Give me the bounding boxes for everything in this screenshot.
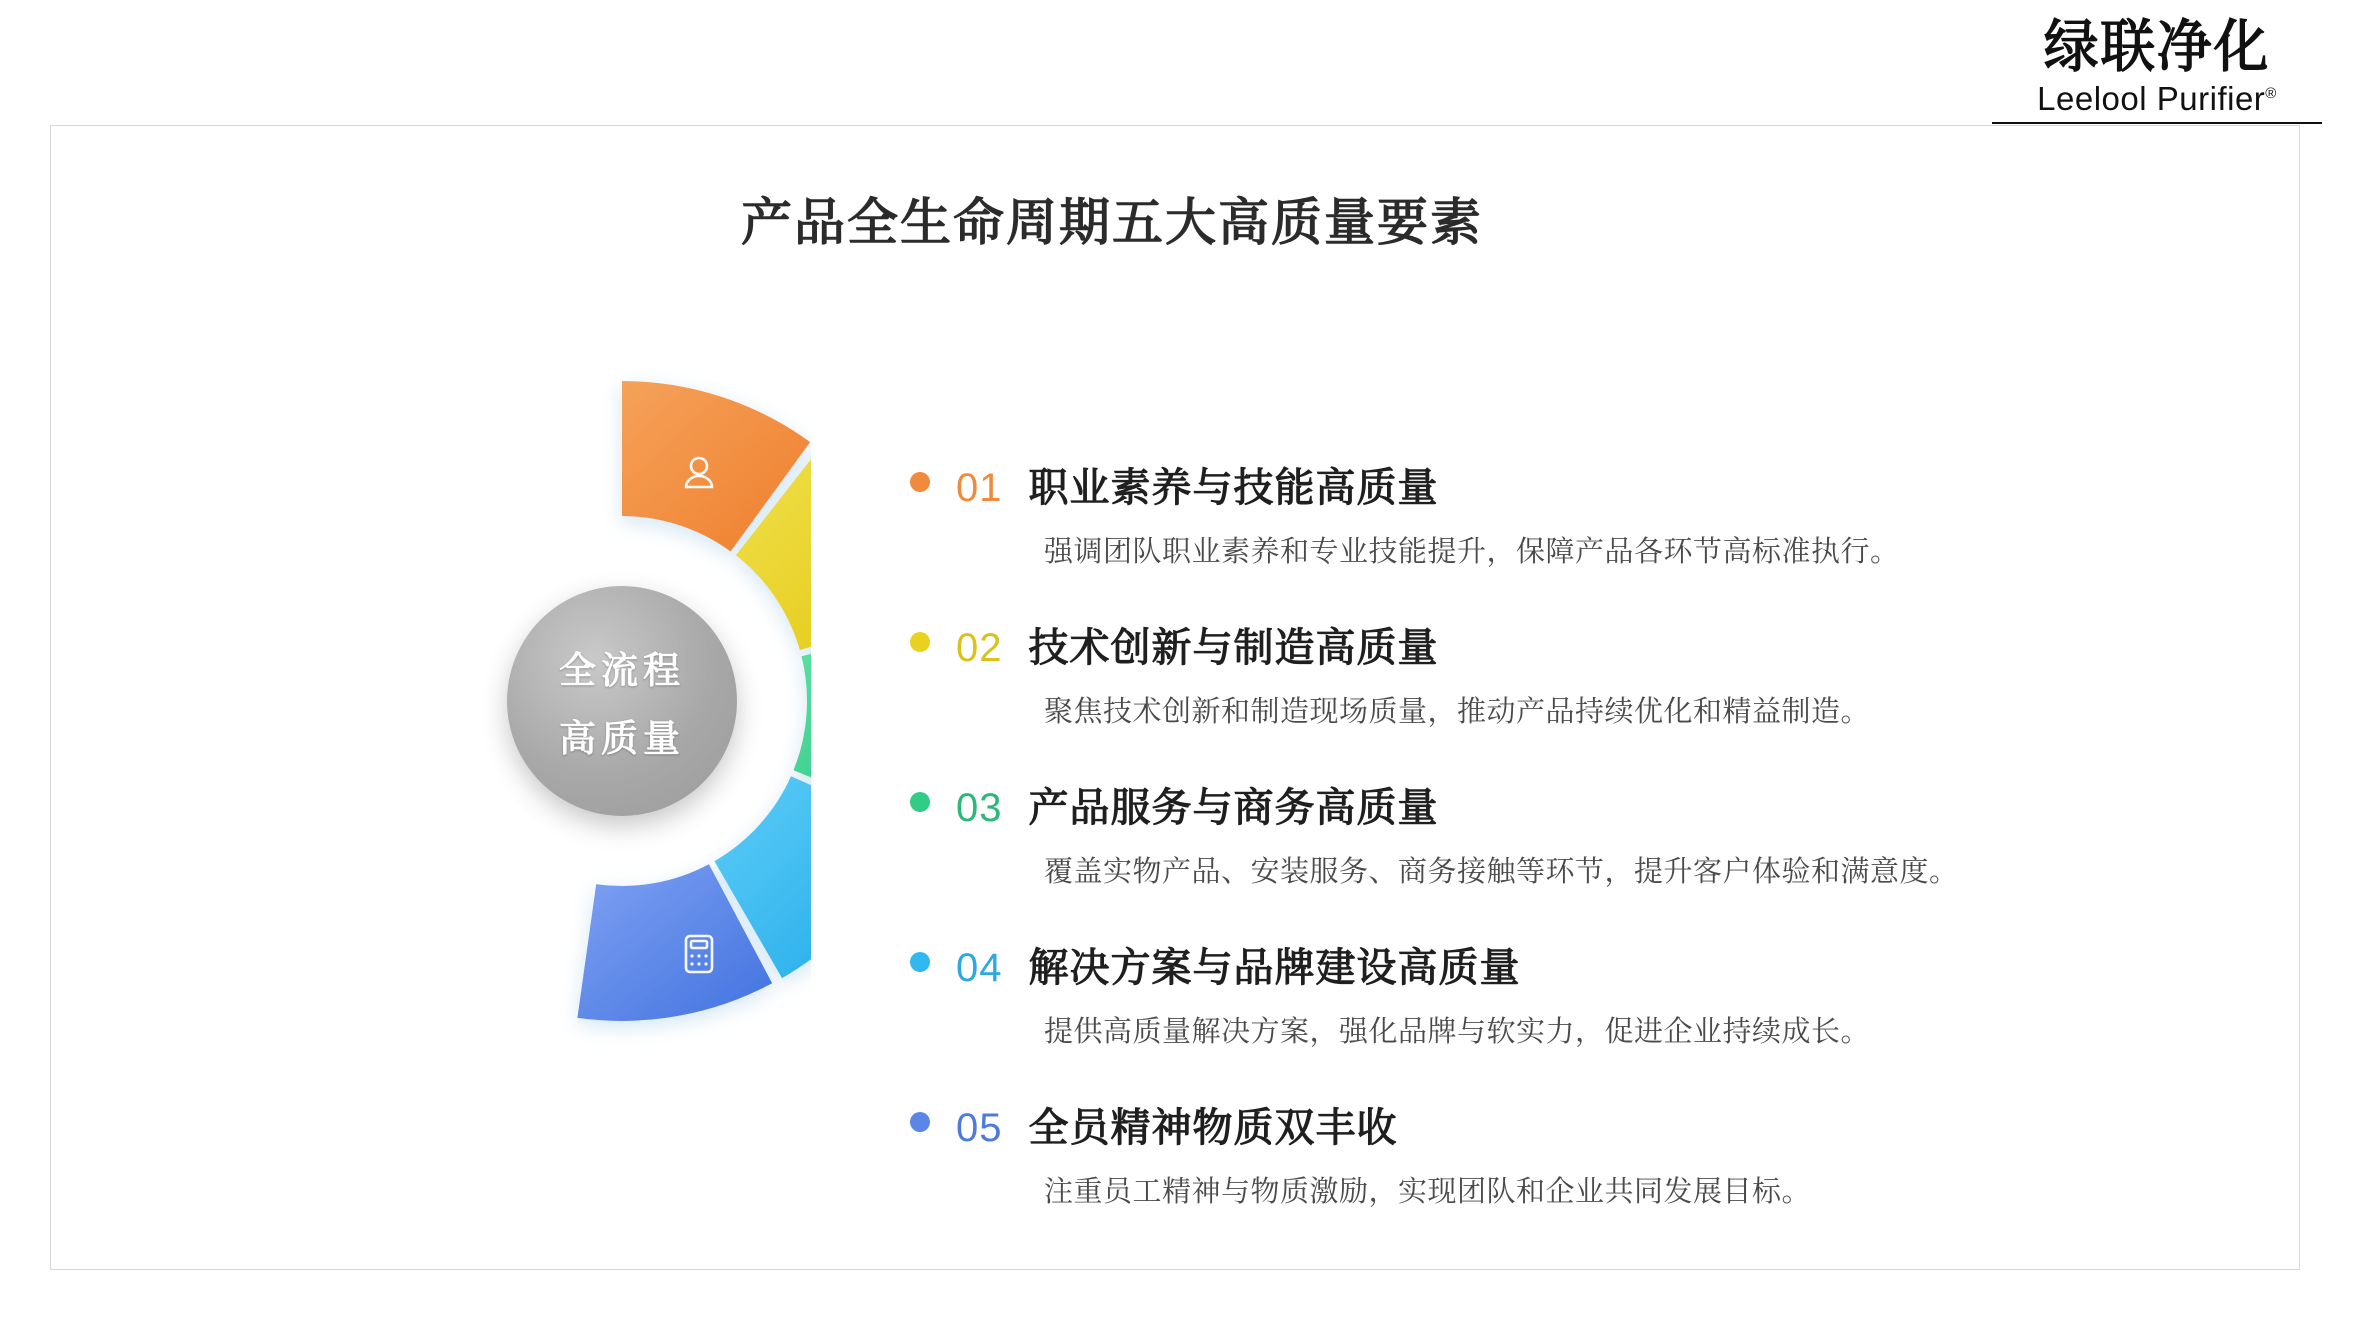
list-item-desc: 注重员工精神与物质激励，实现团队和企业共同发展目标。 xyxy=(1044,1174,1812,1208)
list-item xyxy=(896,456,2196,570)
brand-name-en-text: Leelool Purifier xyxy=(2037,79,2266,117)
hub-line-1: 全流程 xyxy=(559,649,685,692)
list-item-desc: 提供高质量解决方案，强化品牌与软实力，促进企业持续成长。 xyxy=(1044,1014,1871,1048)
list-item-head xyxy=(956,936,2196,993)
bullet-icon xyxy=(910,472,930,492)
list-item-desc: 覆盖实物产品、安装服务、商务接触等环节，提升客户体验和满意度。 xyxy=(1044,854,1959,888)
list-item-number: 04 xyxy=(956,946,1003,990)
trademark-symbol: ® xyxy=(2265,84,2277,102)
brand-name-cn: 绿联净化 xyxy=(2043,14,2271,80)
list-item-head xyxy=(956,1096,2196,1153)
list-item-headline: 职业素养与技能高质量 xyxy=(1028,465,1439,511)
factor-list xyxy=(896,456,2196,1210)
list-item-desc: 强调团队职业素养和专业技能提升，保障产品各环节高标准执行。 xyxy=(1044,534,1900,568)
list-item-headline: 解决方案与品牌建设高质量 xyxy=(1028,945,1521,991)
list-item-headline: 全员精神物质双丰收 xyxy=(1028,1105,1398,1151)
fan-diagram xyxy=(241,316,811,1056)
list-item xyxy=(896,1096,2196,1210)
list-item xyxy=(896,936,2196,1050)
list-item xyxy=(896,776,2196,890)
list-item-head xyxy=(956,456,2196,513)
brand-divider xyxy=(1992,122,2322,124)
list-item-number: 03 xyxy=(956,786,1003,830)
bullet-icon xyxy=(910,1112,930,1132)
list-item-number: 05 xyxy=(956,1106,1003,1150)
hub-line-2: 高质量 xyxy=(559,717,685,760)
list-item-headline: 技术创新与制造高质量 xyxy=(1028,625,1439,671)
bullet-icon xyxy=(910,632,930,652)
list-item xyxy=(896,616,2196,730)
list-item-head xyxy=(956,776,2196,833)
list-item-headline: 产品服务与商务高质量 xyxy=(1028,785,1439,831)
page-title: 产品全生命周期五大高质量要素 xyxy=(741,194,1484,253)
fan-hub xyxy=(507,586,737,816)
list-item-desc: 聚焦技术创新和制造现场质量，推动产品持续优化和精益制造。 xyxy=(1044,694,1871,728)
list-item-head xyxy=(956,616,2196,673)
slide-frame xyxy=(50,125,2300,1270)
bullet-icon xyxy=(910,792,930,812)
bullet-icon xyxy=(910,952,930,972)
list-item-number: 01 xyxy=(956,466,1003,510)
list-item-number: 02 xyxy=(956,626,1003,670)
terminal-sparkle-icon xyxy=(545,821,587,851)
brand-name-en xyxy=(1987,80,2327,118)
